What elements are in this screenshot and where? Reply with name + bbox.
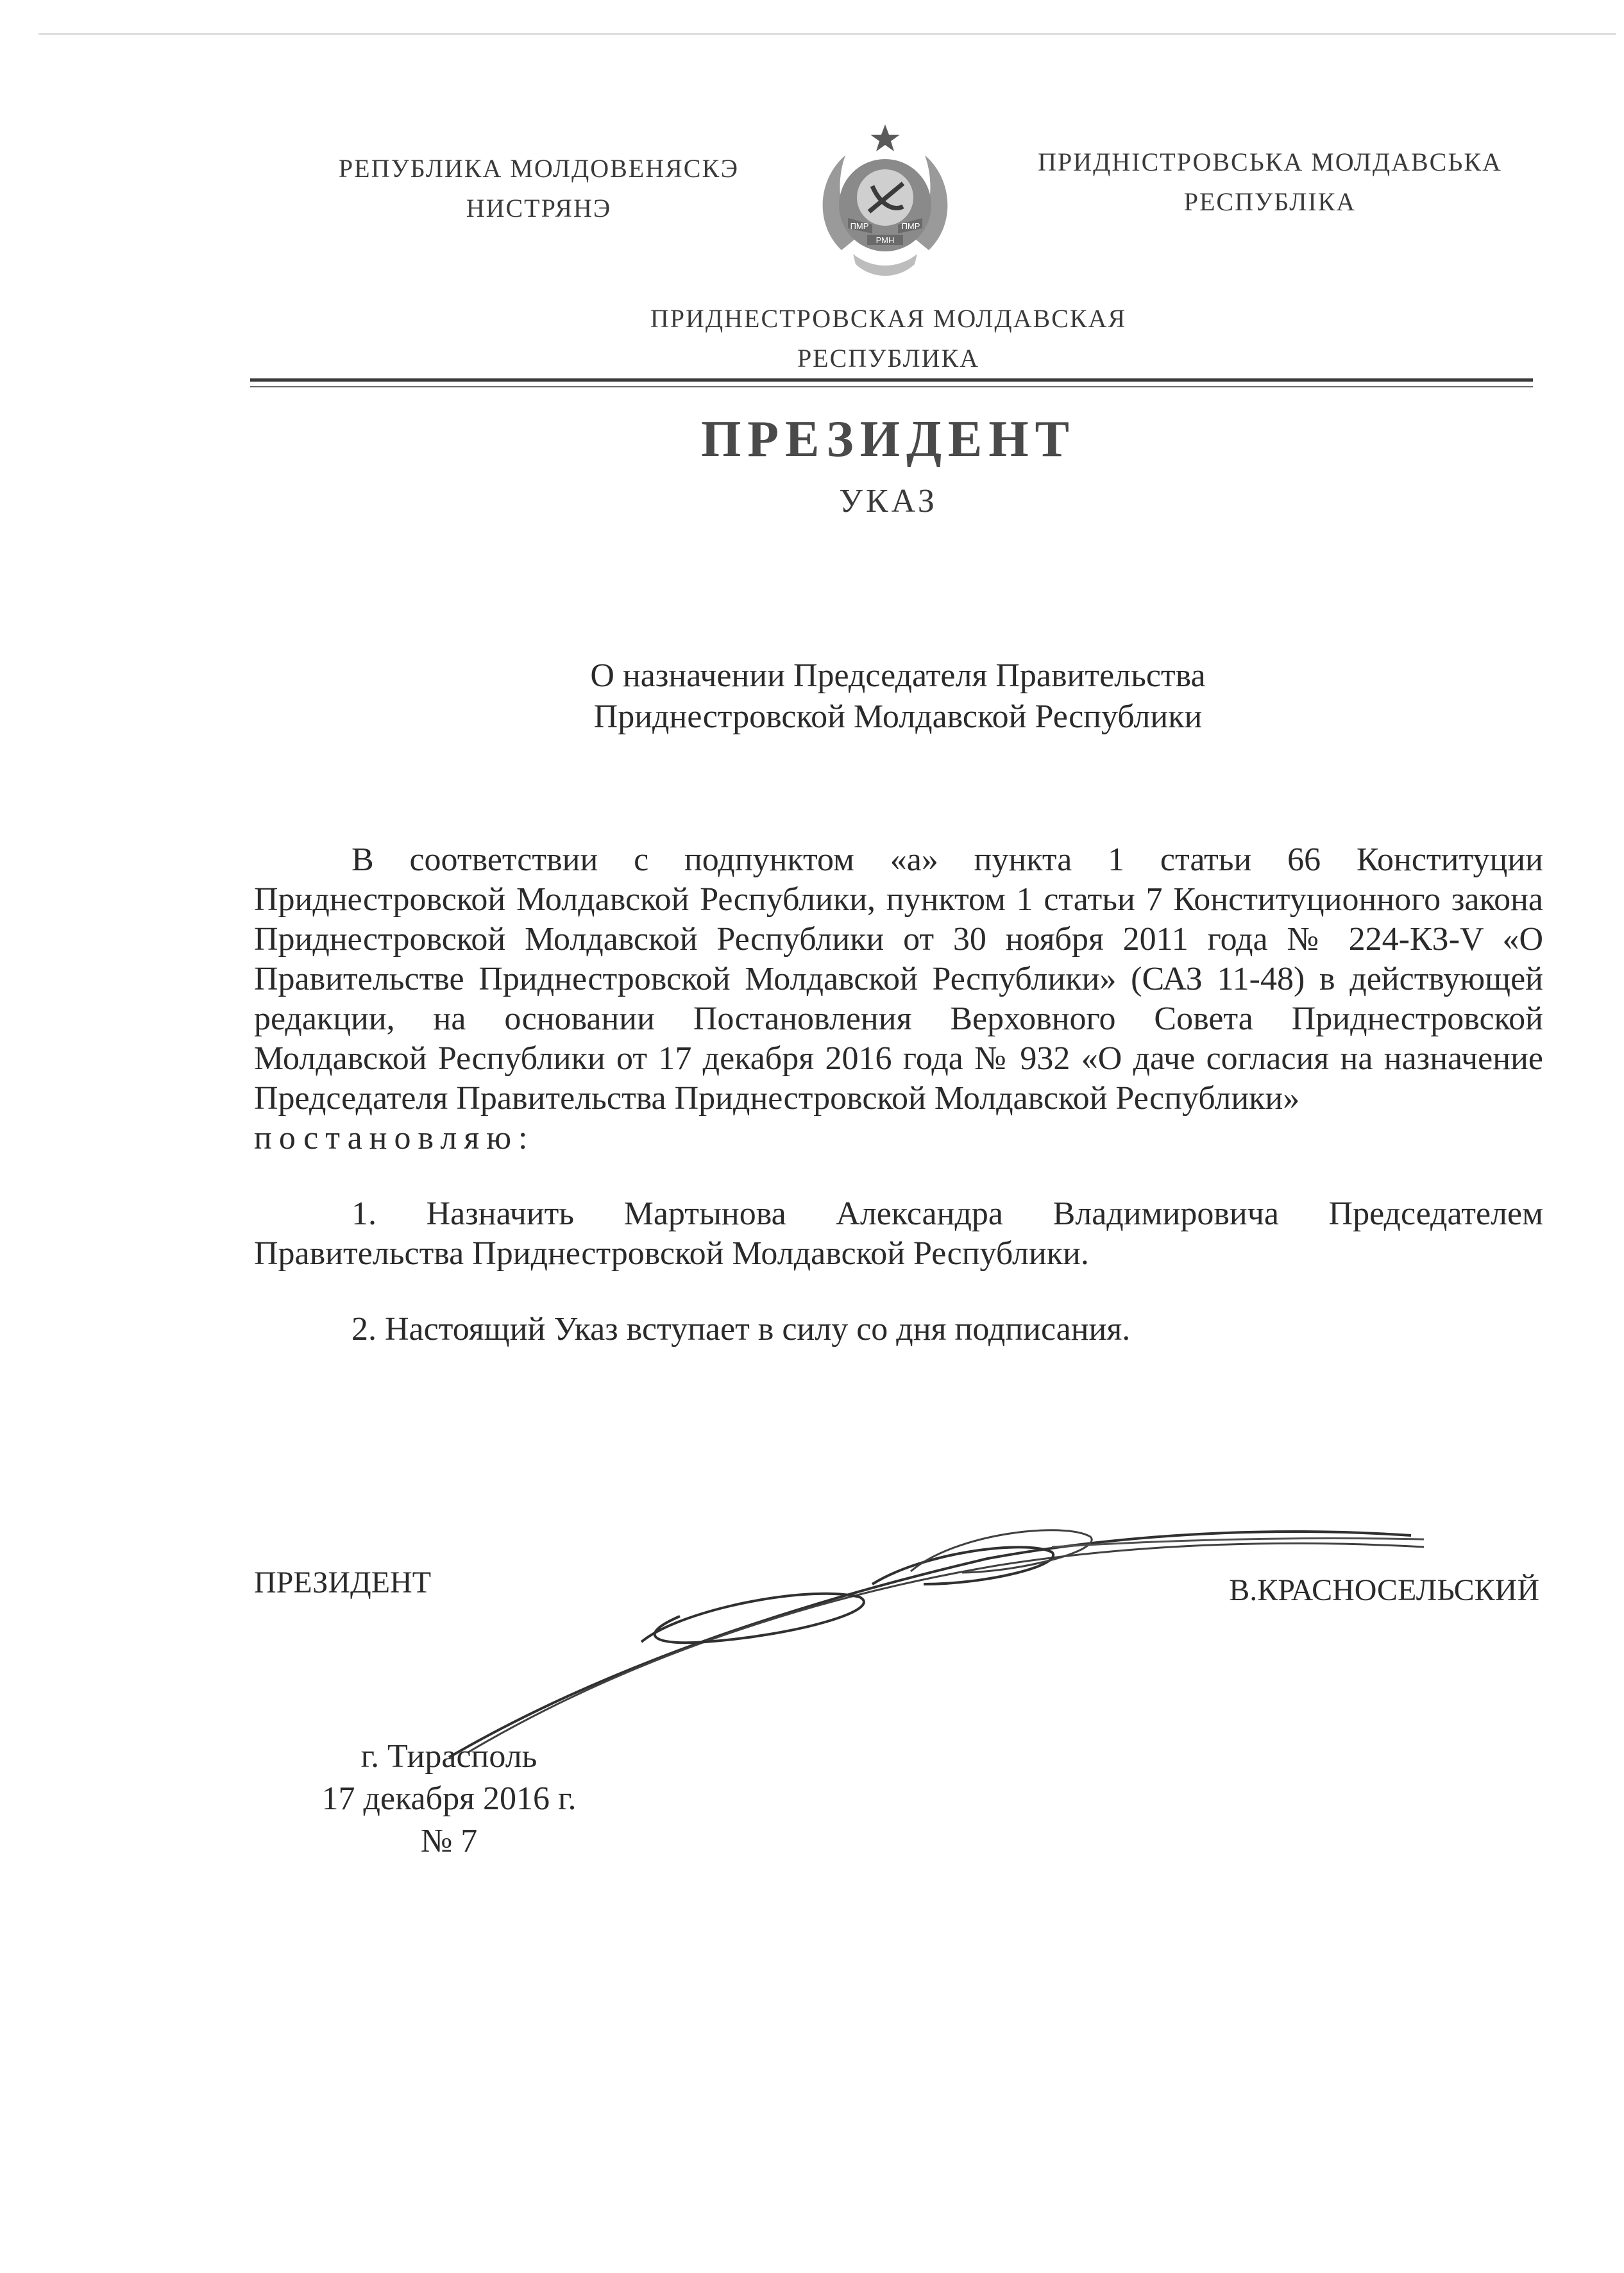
decree-item-1: 1. Назначить Мартынова Александра Владимировича Председателем Правительства Приднестровской Молдавской Республики.	[254, 1196, 1543, 1272]
header-russian-line2: РЕСПУБЛИКА	[797, 344, 980, 373]
issue-place: г. Тирасполь	[360, 1738, 537, 1775]
decree-heading-line1: О назначении Председателя Правительства	[590, 657, 1206, 694]
header-russian-line1: ПРИДНЕСТРОВСКАЯ МОЛДАВСКАЯ	[650, 304, 1127, 333]
document-subtitle: УКАЗ	[839, 483, 938, 520]
scan-edge-line	[38, 33, 1616, 35]
header-ukrainian-line1: ПРИДНІСТРОВСЬКА МОЛДАВСЬКА	[1038, 148, 1502, 176]
issue-number: № 7	[420, 1823, 478, 1859]
decree-preamble: В соответствии с подпунктом «а» пункта 1 статьи 66 Конституции Приднестровской Молдавской Республики, пунктом 1 статьи 7 Конституционного закона Приднестровской Молдавской Республики от 30 ноября 2011 года № 224-КЗ-V «О Правительстве Приднестровской Молдавской Республики» (САЗ 11-48) в действующей редакции, на основании Постановления Верховного Совета Приднестровской Молдавской Республики от 17 декабря 2016 года № 932 «О даче согласия на назначение Председателя Правительства Приднестровской Молдавской Республики»	[254, 841, 1543, 1117]
coat-of-arms-icon	[808, 122, 962, 289]
header-rule-thin	[250, 386, 1533, 387]
header-rule-thick	[250, 378, 1533, 382]
issue-details	[269, 1736, 629, 1863]
header-moldovan-line1: РЕПУБЛИКА МОЛДОВЕНЯСКЭ	[338, 154, 740, 183]
emblem-ribbon-bottom: РМН	[875, 235, 895, 245]
header-moldovan	[276, 149, 802, 228]
emblem-ribbon-left: ПМР	[850, 221, 869, 231]
document-title: ПРЕЗИДЕНТ	[701, 411, 1076, 468]
decree-heading	[449, 655, 1347, 738]
decree-body	[254, 840, 1543, 1349]
header-russian	[577, 299, 1199, 378]
header-ukrainian-line2: РЕСПУБЛІКА	[1183, 187, 1357, 216]
emblem-ribbon-right: ПМР	[901, 221, 920, 231]
decree-heading-line2: Приднестровской Молдавской Республики	[593, 698, 1203, 735]
signatory-name: В.КРАСНОСЕЛЬСКИЙ	[1229, 1573, 1539, 1607]
signatory-position: ПРЕЗИДЕНТ	[254, 1566, 432, 1600]
decree-word: постановляю:	[254, 1120, 535, 1156]
issue-date: 17 декабря 2016 г.	[321, 1780, 577, 1817]
header-moldovan-line2: НИСТРЯНЭ	[466, 194, 612, 223]
header-ukrainian	[991, 142, 1549, 222]
decree-item-2: 2. Настоящий Указ вступает в силу со дня подписания.	[351, 1311, 1131, 1348]
